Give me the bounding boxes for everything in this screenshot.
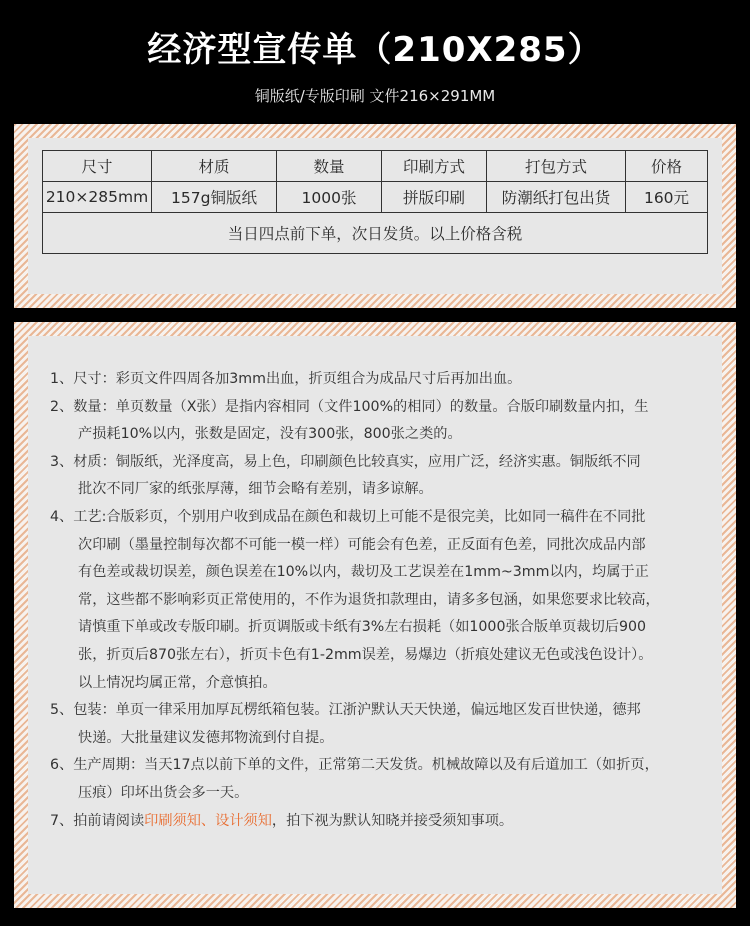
rule-line: 次印刷（墨量控制每次都不可能一模一样）可能会有色差，正反面有色差，同批次成品内部 — [78, 536, 646, 553]
cell-size: 210×285mm — [43, 182, 152, 213]
rule-line: 1、尺寸：彩页文件四周各加3mm出血，折页组合为成品尺寸后再加出血。 — [50, 371, 522, 387]
rule-line: 3、材质：铜版纸，光泽度高，易上色，印刷颜色比较真实，应用广泛，经济实惠。铜版纸不同 — [50, 453, 641, 470]
rule-line: 5、包装：单页一律采用加厚瓦楞纸箱包装。江浙沪默认天天快递，偏远地区发百世快递，德邦 — [50, 702, 641, 719]
header-print-method: 印刷方式 — [382, 151, 487, 182]
rule-line: 以上情况均属正常，介意慎拍。 — [78, 674, 277, 691]
page-subtitle: 铜版纸/专版印刷 文件216×291MM — [254, 87, 496, 105]
rule-line: 2、数量：单页数量（X张）是指内容相同（文件100%的相同）的数量。合版印刷数量内扣，生 — [50, 398, 649, 415]
rule-item — [50, 697, 706, 752]
spec-table-header-row — [43, 151, 708, 182]
cell-price: 160元 — [626, 182, 708, 213]
rule-line: 产损耗10%以内，张数是固定，没有300张，800张之类的。 — [78, 426, 462, 443]
rule-item — [50, 504, 706, 697]
rule7-prefix: 7、拍前请阅读 — [50, 812, 145, 829]
shipping-note: 当日四点前下单，次日发货。以上价格含税 — [43, 213, 708, 254]
rule-line: 6、生产周期：当天17点以前下单的文件，正常第二天发货。机械故障以及有后道加工（如折页， — [50, 757, 659, 774]
rule-line: 请慎重下单或改专版印刷。折页调版或卡纸有3%左右损耗（如1000张合版单页裁切后900 — [78, 619, 647, 636]
cell-material: 157g铜版纸 — [152, 182, 277, 213]
header-material: 材质 — [152, 151, 277, 182]
rule-line: 批次不同厂家的纸张厚薄，细节会略有差别，请多谅解。 — [78, 481, 433, 498]
rule-line: 快递。大批量建议发德邦物流到付自提。 — [78, 729, 334, 746]
link-separator: 、 — [200, 812, 216, 829]
rule-item — [50, 394, 706, 449]
header-packing-method: 打包方式 — [487, 151, 626, 182]
cell-packing-method: 防潮纸打包出货 — [487, 182, 626, 213]
spec-table-row — [43, 182, 708, 213]
rule-item-reading — [50, 808, 706, 836]
cell-quantity: 1000张 — [277, 182, 382, 213]
spec-table — [42, 150, 708, 254]
rule7-suffix: ，拍下视为默认知晓并接受须知事项。 — [271, 812, 514, 829]
rule-line: 压痕）印坏出货会多一天。 — [78, 784, 249, 801]
page-title: 经济型宣传单（210X285） — [147, 30, 603, 70]
spec-table-note-row — [43, 213, 708, 254]
spec-panel — [14, 124, 736, 308]
rule-item — [50, 752, 706, 807]
header — [0, 0, 750, 110]
header-price: 价格 — [626, 151, 708, 182]
rule-line: 常，这些都不影响彩页正常使用的，不作为退货扣款理由，请多多包涵，如果您要求比较高， — [78, 591, 660, 608]
rule-line: 张，折页后870张左右），折页卡色有1-2mm误差，易爆边（折痕处建议无色或浅色设计）。 — [78, 646, 653, 663]
cell-print-method: 拼版印刷 — [382, 182, 487, 213]
header-quantity: 数量 — [277, 151, 382, 182]
rules-list — [50, 366, 706, 835]
design-notice-link[interactable]: 设计须知 — [215, 812, 272, 829]
header-size: 尺寸 — [43, 151, 152, 182]
rule-line: 4、工艺:合版彩页，个别用户收到成品在颜色和裁切上可能不是很完美，比如同一稿件在不同批 — [50, 508, 646, 525]
rule-item — [50, 449, 706, 504]
rule-line: 有色差或裁切误差，颜色误差在10%以内，裁切及工艺误差在1mm~3mm以内，均属于正 — [78, 564, 649, 581]
printing-notice-link[interactable]: 印刷须知 — [144, 812, 201, 829]
rule-item — [50, 366, 706, 394]
rules-panel — [14, 322, 736, 908]
